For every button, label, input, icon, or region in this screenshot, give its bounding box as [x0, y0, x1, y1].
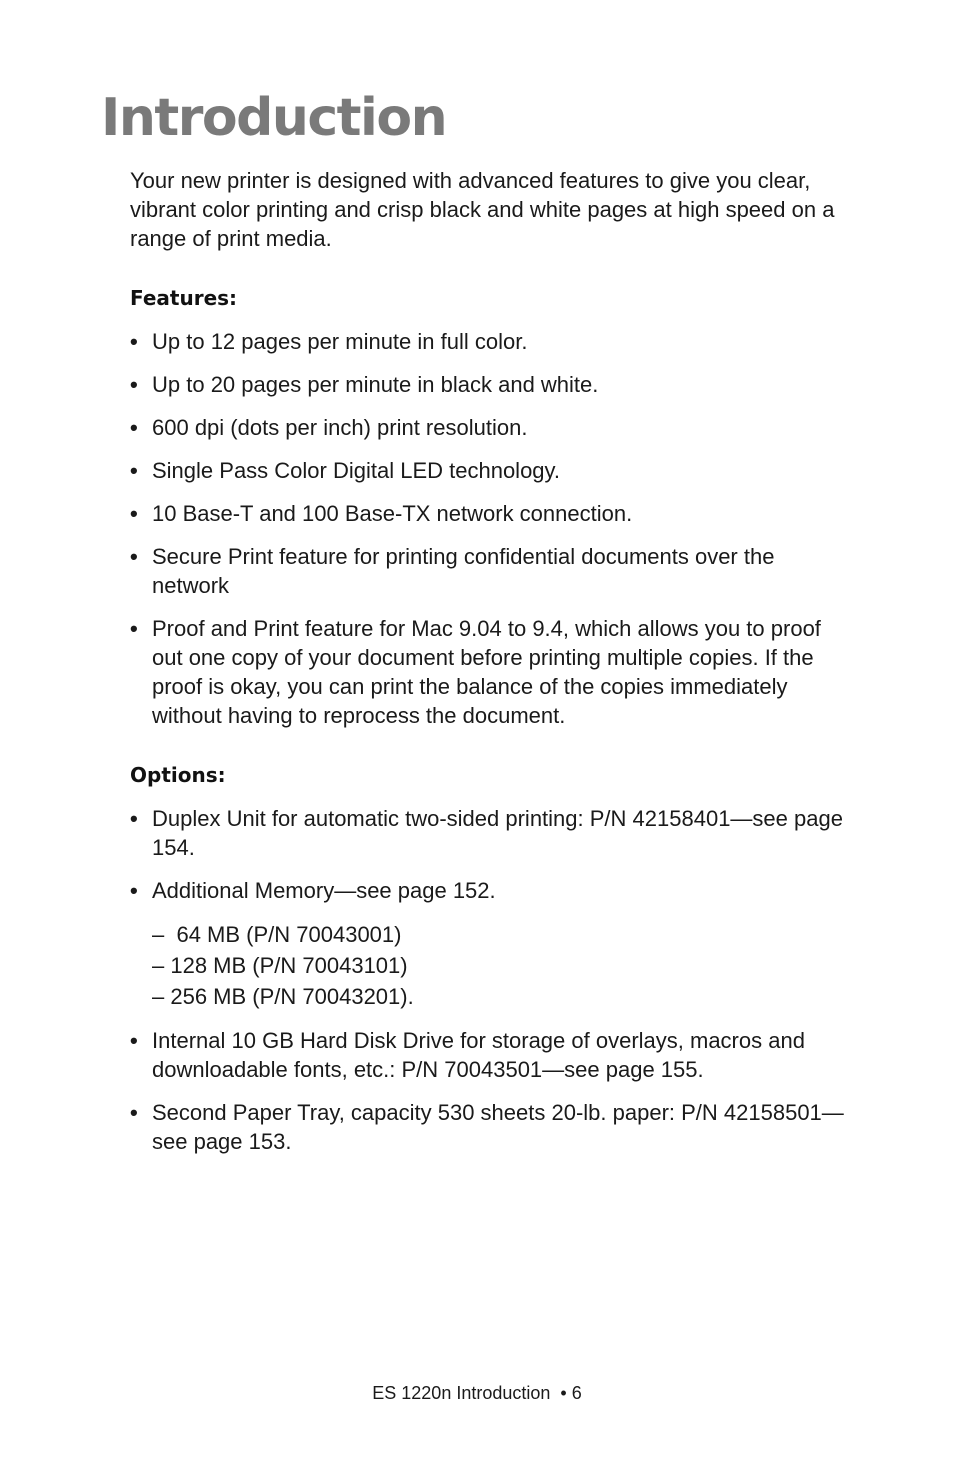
bullet-icon: • [130, 544, 138, 569]
bullet-icon: • [130, 329, 138, 354]
options-list [130, 804, 855, 1156]
list-item-text: Second Paper Tray, capacity 530 sheets 20-lb. paper: P/N 42158501—see page 153. [152, 1100, 844, 1154]
bullet-icon: • [130, 878, 138, 903]
features-list [130, 327, 855, 730]
bullet-icon: • [130, 806, 138, 831]
list-item-text: Duplex Unit for automatic two-sided printing: P/N 42158401—see page 154. [152, 806, 843, 860]
list-item [130, 1026, 855, 1084]
list-item-text: Up to 20 pages per minute in black and white. [152, 372, 599, 397]
features-heading: Features: [130, 286, 238, 310]
bullet-icon: • [130, 458, 138, 483]
list-item [130, 370, 855, 399]
list-item-text: 10 Base-T and 100 Base-TX network connection. [152, 501, 633, 526]
sublist-item: – 128 MB (P/N 70043101) [152, 953, 408, 978]
sublist-item: – 256 MB (P/N 70043201). [152, 984, 414, 1009]
bullet-icon: • [130, 415, 138, 440]
list-item [130, 413, 855, 442]
bullet-icon: • [130, 372, 138, 397]
options-heading: Options: [130, 763, 226, 787]
page-footer: ES 1220n Introduction • 6 [372, 1383, 582, 1403]
bullet-icon: • [130, 1100, 138, 1125]
list-item [130, 327, 855, 356]
intro-paragraph: Your new printer is designed with advanced features to give you clear, vibrant color printing and crisp black and white pages at high speed on a range of print media. [130, 168, 835, 251]
list-item-text: 600 dpi (dots per inch) print resolution. [152, 415, 528, 440]
list-item [130, 1098, 855, 1156]
list-item-text: Up to 12 pages per minute in full color. [152, 329, 528, 354]
list-item-text: Secure Print feature for printing confidential documents over the network [152, 544, 775, 598]
page-title: Introduction [101, 88, 447, 148]
list-item [130, 876, 855, 1012]
bullet-icon: • [130, 501, 138, 526]
list-item [130, 499, 855, 528]
bullet-icon: • [130, 616, 138, 641]
bullet-icon: • [130, 1028, 138, 1053]
list-item [130, 456, 855, 485]
page-content [130, 166, 855, 1156]
sublist-item: – 64 MB (P/N 70043001) [152, 922, 402, 947]
list-item-text: Single Pass Color Digital LED technology. [152, 458, 561, 483]
list-item-text: Additional Memory—see page 152. [152, 878, 496, 903]
list-item [130, 614, 855, 730]
list-item-text: Proof and Print feature for Mac 9.04 to 9.4, which allows you to proof out one copy of your document before printing multiple copies. If the proof is okay, you can print the balance of the copies immediately without having to reprocess the document. [152, 616, 821, 728]
list-item [130, 804, 855, 862]
list-item [130, 542, 855, 600]
memory-sublist [152, 919, 855, 1012]
list-item-text: Internal 10 GB Hard Disk Drive for storage of overlays, macros and downloadable fonts, etc.: P/N 70043501—see page 155. [152, 1028, 805, 1082]
